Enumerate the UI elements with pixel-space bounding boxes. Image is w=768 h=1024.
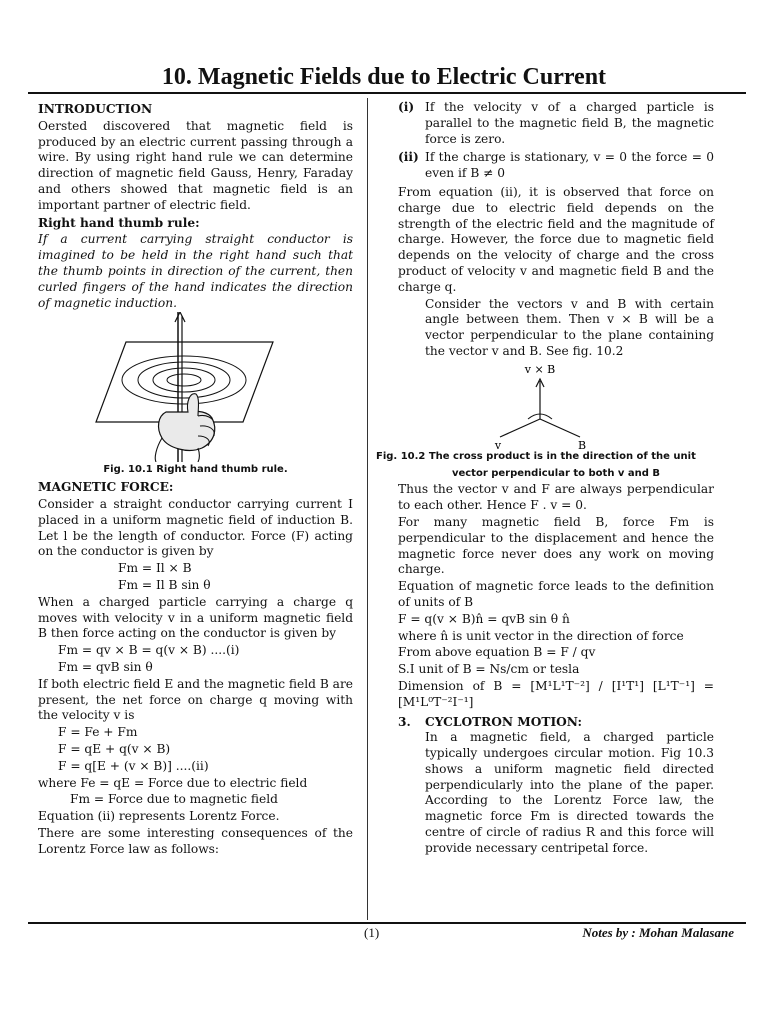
figure-label-b: B [577, 438, 587, 449]
magnetic-force-heading: MAGNETIC FORCE: [38, 480, 174, 495]
body-text: For many magnetic field B, force Fm is perpendicular to the displacement and hence the magnetic force never does any work on moving charge. [398, 514, 714, 577]
section-heading [398, 715, 714, 731]
item-text: If the velocity v of a charged particle is parallel to the magnetic field B, the magnetic force is zero. [425, 100, 714, 146]
where-line: Fm = Force due to magnetic field [70, 792, 278, 807]
figure-caption: vector perpendicular to both v and B [451, 467, 661, 479]
equation: F = q(v × B)n̂ = qvB sin θ n̂ [398, 611, 570, 626]
equation: F = qE + q(v × B) [58, 741, 171, 756]
lorentz-text: Equation (ii) represents Lorentz Force. [38, 809, 280, 824]
page-number: (1) [364, 925, 380, 940]
footer-rule [28, 922, 746, 924]
equation: Fm = qv × B = q(v × B) ....(i) [58, 643, 240, 658]
left-column [38, 100, 353, 858]
list-item [398, 100, 714, 147]
force-text-2: When a charged particle carrying a charge q moves with velocity v in a uniform magnetic field B then force acting on the conductor is given by [38, 594, 353, 641]
figure-caption: Fig. 10.2 The cross product is in the direction of the unit [376, 450, 696, 462]
equation: Fm = qvB sin θ [58, 659, 153, 674]
figure-label-vxb: v × B [524, 362, 556, 376]
cross-product-figure [398, 361, 714, 449]
body-text: Equation of magnetic force leads to the definition of units of B [398, 579, 714, 609]
force-text-1: Consider a straight conductor carrying current I placed in a uniform magnetic field of induction B. Let l be the length of conductor. Force (F) acting on the conductor is given by [38, 496, 353, 559]
consequences-text: There are some interesting consequences of the Lorentz Force law as follows: [38, 825, 353, 856]
right-hand-thumb-rule-figure [38, 312, 353, 462]
section-number: 3. [398, 714, 411, 729]
body-text: where n̂ is unit vector in the direction of force [398, 628, 684, 643]
intro-heading: INTRODUCTION [38, 102, 153, 116]
body-text: From above equation B = F / qv [398, 645, 596, 660]
cyclotron-text: In a magnetic field, a charged particle typically undergoes circular motion. Fig 10.3 shows a uniform magnetic field directed perpendicularly into the plane of the paper. According to the Lorentz Force law, the magnetic force Fm is directed towards the centre of circle of radius R and this force will provide necessary centripetal force. [425, 730, 714, 855]
equation: F = Fe + Fm [58, 725, 138, 740]
body-text: Dimension of B = [M¹L¹T⁻²] / [I¹T¹] [L¹T⁻¹] = [M¹L⁰T⁻²I⁻¹] [398, 678, 714, 709]
where-line: where Fe = qE = Force due to electric field [38, 775, 308, 790]
item-text: If the charge is stationary, v = 0 the force = 0 even if B ≠ 0 [425, 150, 714, 181]
right-column [376, 100, 714, 858]
figure-caption: Fig. 10.1 Right hand thumb rule. [103, 464, 288, 476]
item-number: (ii) [398, 150, 419, 165]
body-text: From equation (ii), it is observed that force on charge due to electric field depends on the strength of the electric field and the magnitude of charge. However, the force due to magnetic field depends on the velocity of charge and the cross product of velocity v and magnetic field B and the charge q. [398, 184, 714, 294]
body-text: Consider the vectors v and B with certain angle between them. Then v × B will be a vector perpendicular to the plane containing the vector v and B. See fig. 10.2 [425, 296, 714, 358]
intro-text: Oersted discovered that magnetic field is produced by an electric current passing through a wire. By using right hand rule we can determine direction of magnetic field Gauss, Henry, Faraday and others showed that magnetic field is an important partner of electric field. [38, 118, 353, 212]
body-text: S.I unit of B = Ns/cm or tesla [398, 662, 580, 677]
force-text-3: If both electric field E and the magnetic field B are present, the net force on charge q moving with the velocity v is [38, 676, 353, 723]
body-text: Thus the vector v and F are always perpendicular to each other. Hence F . v = 0. [398, 482, 714, 513]
rule-text: If a current carrying straight conductor is imagined to be held in the right hand such that the thumb points in direction of the current, then curled fingers of the hand indicates the direction of magnetic induction. [38, 232, 353, 310]
figure-label-v: v [494, 438, 502, 449]
title-rule [28, 92, 746, 94]
equation: F = q[E + (v × B)] ....(ii) [58, 758, 209, 773]
rule-heading: Right hand thumb rule: [38, 215, 200, 230]
item-number: (i) [398, 100, 415, 114]
list-item [398, 150, 714, 182]
equation: Fm = Il B sin θ [118, 577, 211, 592]
equation: Fm = Il × B [118, 561, 192, 576]
section-title: CYCLOTRON MOTION: [425, 714, 582, 729]
author-note: Notes by : Mohan Malasane [582, 925, 734, 940]
page-title: 10. Magnetic Fields due to Electric Current [161, 64, 607, 90]
column-divider [367, 98, 368, 920]
